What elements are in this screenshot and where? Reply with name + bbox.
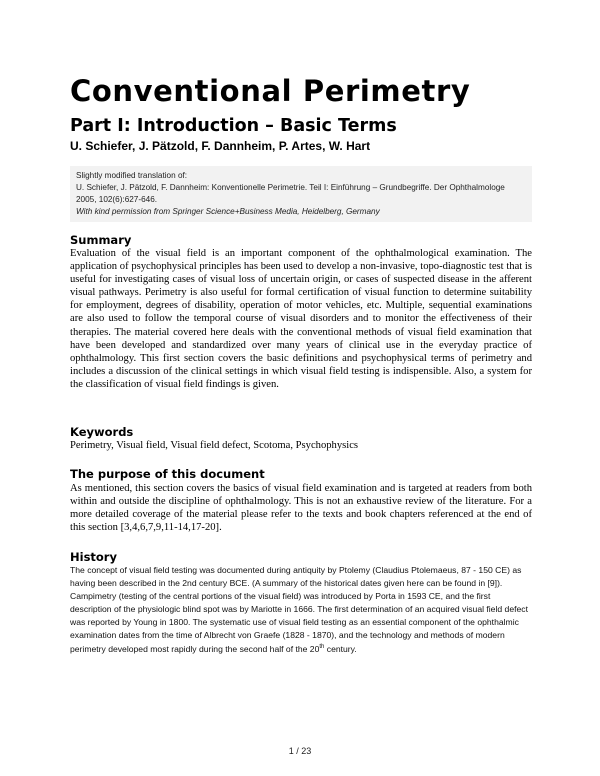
history-text-superscript: th <box>319 643 325 650</box>
history-text <box>70 564 532 656</box>
purpose-heading: The purpose of this document <box>70 467 265 481</box>
translation-note <box>70 166 532 222</box>
document-subtitle: Part I: Introduction – Basic Terms <box>70 116 397 136</box>
author-list: U. Schiefer, J. Pätzold, F. Dannheim, P. Artes, W. Hart <box>70 139 371 153</box>
translation-note-intro: Slightly modified translation of: <box>76 171 188 180</box>
translation-note-permission: With kind permission from Springer Science+Business Media, Heidelberg, Germany <box>76 207 380 216</box>
keywords-text: Perimetry, Visual field, Visual field defect, Scotoma, Psychophysics <box>70 440 359 451</box>
history-text-main: The concept of visual field testing was documented during antiquity by Ptolemy (Claudius Ptolemaeus, 87 - 150 CE) as having been described in the 2nd century BCE. (A summary of the historical dates given here can be found in [9]). Campimetry (testing of the central portions of the visual field) was introduced by Porta in 1593 CE, and the first description of the physiologic blind spot was by Mariotte in 1666. The first determination of an acquired visual field defect was reported by Young in 1800. The systematic use of visual field testing as an essential component of the ophthalmic examination dates from the time of Albrecht von Graefe (1828 - 1870), and the technology and methods of modern perimetry developed most rapidly during the second half of the 20 <box>70 565 528 654</box>
summary-heading: Summary <box>70 233 132 247</box>
page-number: 1 / 23 <box>288 746 312 756</box>
keywords-heading: Keywords <box>70 425 134 439</box>
history-heading: History <box>70 550 117 564</box>
purpose-text: As mentioned, this section covers the basics of visual field examination and is targeted at readers from both within and outside the discipline of ophthalmology. This is not an exhaustive review of the literature. For a more detailed coverage of the material please refer to the texts and book chapters referenced at the end of this section [3,4,6,7,9,11-14,17-20]. <box>70 483 532 534</box>
translation-note-citation: U. Schiefer, J. Pätzold, F. Dannheim: Konventionelle Perimetrie. Teil I: Einführung – Grundbegriffe. Der Ophthalmologe 2005, 102(6):627-646. <box>76 183 505 204</box>
summary-text: Evaluation of the visual field is an important component of the ophthalmological examination. The application of psychophysical principles has been used to develop a non-invasive, topo-diagnostic test that is useful for investigating cases of visual loss of uncertain origin, or cases of suspected disease in the afferent visual pathways. Perimetry is also useful for formal certification of visual function to determine suitability for employment, degrees of disability, operation of motor vehicles, etc. Multiple, sequential examinations are also used to follow the temporal course of visual disorders and to monitor the effectiveness of their therapies. The material covered here deals with the conventional methods of visual field examination that have been developed and standardized over many years of clinical use in the everyday practice of ophthalmology. This first section covers the basic definitions and psychophysical terms of perimetry and includes a discussion of the clinical settings in which visual field testing is indispensible. Also, a system for the classification of visual field findings is given. <box>70 248 532 390</box>
history-text-end: century. <box>324 643 357 654</box>
document-title: Conventional Perimetry <box>70 74 471 108</box>
